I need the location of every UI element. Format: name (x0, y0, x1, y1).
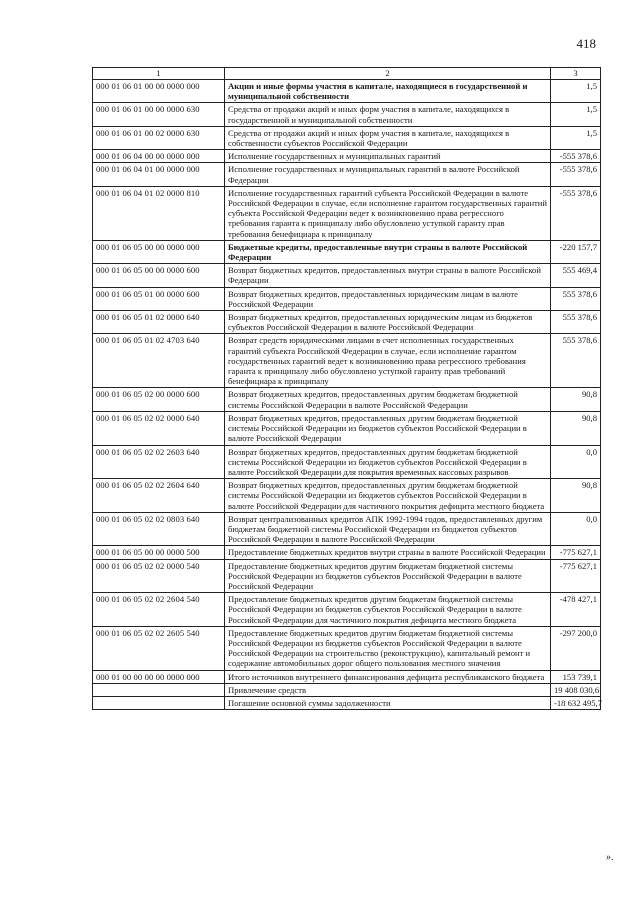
budget-code-cell: 000 01 06 05 02 02 2603 640 (93, 445, 225, 479)
budget-code-cell (93, 696, 225, 709)
table-row (93, 445, 601, 479)
description-cell: Акции и иные формы участия в капитале, находящиеся в государственной и муниципальной собственности (225, 80, 551, 103)
amount-cell: 0,0 (551, 445, 601, 479)
end-mark: ». (606, 852, 614, 863)
table-row (93, 593, 601, 627)
header-col-1: 1 (93, 68, 225, 80)
table-row (93, 103, 601, 126)
amount-cell: -478 427,1 (551, 593, 601, 627)
budget-code-cell: 000 01 06 05 00 00 0000 600 (93, 264, 225, 287)
budget-code-cell: 000 01 06 05 02 02 2605 540 (93, 626, 225, 670)
amount-cell: 0,0 (551, 512, 601, 546)
table-row (93, 626, 601, 670)
description-cell: Исполнение государственных и муниципальных гарантий в валюте Российской Федерации (225, 163, 551, 186)
budget-code-cell: 000 01 06 04 01 00 0000 000 (93, 163, 225, 186)
description-cell: Возврат бюджетных кредитов, предоставленных другим бюджетам бюджетной системы Российской Федерации из бюджетов субъектов Российской Федерации в валюте Российской Федерации для частичного покрытия дефицита местного бюджета (225, 479, 551, 513)
budget-code-cell: 000 01 06 04 01 02 0000 810 (93, 186, 225, 240)
budget-code-cell: 000 01 06 05 02 02 0000 540 (93, 559, 225, 593)
description-cell: Погашение основной суммы задолженности (225, 696, 551, 709)
table-row (93, 512, 601, 546)
amount-cell: 90,8 (551, 388, 601, 411)
amount-cell: -555 378,6 (551, 150, 601, 163)
description-cell: Исполнение государственных и муниципальных гарантий (225, 150, 551, 163)
amount-cell: 555 378,6 (551, 311, 601, 334)
page-number: 418 (576, 36, 596, 51)
budget-code-cell: 000 01 06 01 00 02 0000 630 (93, 126, 225, 149)
budget-code-cell: 000 01 06 05 00 00 0000 500 (93, 546, 225, 559)
description-cell: Бюджетные кредиты, предоставленные внутри страны в валюте Российской Федерации (225, 240, 551, 263)
description-cell: Предоставление бюджетных кредитов другим бюджетам бюджетной системы Российской Федерации из бюджетов субъектов Российской Федерации в валюте Российской Федерации для частичного покрытия дефицита местного бюджета (225, 593, 551, 627)
description-cell: Возврат бюджетных кредитов, предоставленных другим бюджетам бюджетной системы Российской Федерации из бюджетов субъектов Российской Федерации в валюте Российской Федерации (225, 411, 551, 445)
table-row (93, 683, 601, 696)
amount-cell: 555 378,6 (551, 334, 601, 388)
amount-cell: 19 408 030,6 (551, 683, 601, 696)
amount-cell: 555 469,4 (551, 264, 601, 287)
amount-cell: 90,8 (551, 411, 601, 445)
table-row (93, 240, 601, 263)
description-cell: Возврат бюджетных кредитов, предоставленных юридическим лицам из бюджетов субъектов Российской Федерации в валюте Российской Федерации (225, 311, 551, 334)
description-cell: Предоставление бюджетных кредитов внутри страны в валюте Российской Федерации (225, 546, 551, 559)
description-cell: Возврат бюджетных кредитов, предоставленных другим бюджетам бюджетной системы Российской Федерации из бюджетов субъектов Российской Федерации в валюте Российской Федерации для покрытия временных кассовых разрывов (225, 445, 551, 479)
table-row (93, 264, 601, 287)
budget-code-cell: 000 01 06 05 02 00 0000 600 (93, 388, 225, 411)
table-row (93, 80, 601, 103)
amount-cell: 1,5 (551, 126, 601, 149)
amount-cell: -220 157,7 (551, 240, 601, 263)
amount-cell: -297 200,0 (551, 626, 601, 670)
amount-cell: 1,5 (551, 80, 601, 103)
description-cell: Средства от продажи акций и иных форм участия в капитале, находящихся в собственности субъектов Российской Федерации (225, 126, 551, 149)
description-cell: Итого источников внутреннего финансирования дефицита республиканского бюджета (225, 670, 551, 683)
budget-code-cell: 000 01 06 05 01 02 4703 640 (93, 334, 225, 388)
table-body (93, 80, 601, 710)
table-header-row (93, 68, 601, 80)
financing-sources-table (92, 67, 601, 710)
budget-code-cell: 000 01 06 01 00 00 0000 630 (93, 103, 225, 126)
amount-cell: -775 627,1 (551, 546, 601, 559)
budget-code-cell: 000 01 06 05 02 02 0803 640 (93, 512, 225, 546)
table-row (93, 126, 601, 149)
description-cell: Предоставление бюджетных кредитов другим бюджетам бюджетной системы Российской Федерации из бюджетов субъектов Российской Федерации в валюте Российской Федерации на строительство (реконструкцию), капитальный ремонт и содержание автомобильных дорог общего пользования местного значения (225, 626, 551, 670)
description-cell: Возврат средств юридическими лицами в счет исполненных государственных гарантий субъекта Российской Федерации в случае, если исполнение гарантом государственных гарантий ведет к возникновению права регрессного требования гаранта к принципалу либо обусловлено уступкой гаранту прав требований бенефициара к принципалу (225, 334, 551, 388)
table-row (93, 163, 601, 186)
table-row (93, 670, 601, 683)
description-cell: Привлечение средств (225, 683, 551, 696)
amount-cell: -775 627,1 (551, 559, 601, 593)
budget-code-cell (93, 683, 225, 696)
amount-cell: -555 378,6 (551, 163, 601, 186)
table-row (93, 559, 601, 593)
budget-code-cell: 000 01 06 01 00 00 0000 000 (93, 80, 225, 103)
budget-code-cell: 000 01 06 05 02 02 2604 640 (93, 479, 225, 513)
amount-cell: 1,5 (551, 103, 601, 126)
budget-code-cell: 000 01 06 05 00 00 0000 000 (93, 240, 225, 263)
table-row (93, 479, 601, 513)
description-cell: Возврат централизованных кредитов АПК 1992-1994 годов, предоставленных другим бюджетам бюджетной системы Российской Федерации из бюджетов субъектов Российской Федерации в валюте Российской Федерации (225, 512, 551, 546)
table-row (93, 546, 601, 559)
budget-code-cell: 000 01 06 04 00 00 0000 000 (93, 150, 225, 163)
budget-code-cell: 000 01 06 05 02 02 0000 640 (93, 411, 225, 445)
budget-code-cell: 000 01 06 05 02 02 2604 540 (93, 593, 225, 627)
table-row (93, 411, 601, 445)
description-cell: Возврат бюджетных кредитов, предоставленных внутри страны в валюте Российской Федерации (225, 264, 551, 287)
amount-cell: 555 378,6 (551, 287, 601, 310)
budget-code-cell: 000 01 06 05 01 02 0000 640 (93, 311, 225, 334)
amount-cell: 90,8 (551, 479, 601, 513)
table-row (93, 186, 601, 240)
header-col-3: 3 (551, 68, 601, 80)
table-row (93, 287, 601, 310)
description-cell: Предоставление бюджетных кредитов другим бюджетам бюджетной системы Российской Федерации из бюджетов субъектов Российской Федерации в валюте Российской Федерации (225, 559, 551, 593)
description-cell: Исполнение государственных гарантий субъекта Российской Федерации в валюте Российской Федерации в случае, если исполнение гарантом государственных гарантий субъекта Российской Федерации ведет к возникновению права регрессного требования гаранта к принципалу либо обусловлено уступкой гаранту прав требования бенефициара к принципалу (225, 186, 551, 240)
description-cell: Возврат бюджетных кредитов, предоставленных другим бюджетам бюджетной системы Российской Федерации в валюте Российской Федерации (225, 388, 551, 411)
table-row (93, 388, 601, 411)
description-cell: Возврат бюджетных кредитов, предоставленных юридическим лицам в валюте Российской Федерации (225, 287, 551, 310)
amount-cell: -555 378,6 (551, 186, 601, 240)
budget-code-cell: 000 01 00 00 00 00 0000 000 (93, 670, 225, 683)
description-cell: Средства от продажи акций и иных форм участия в капитале, находящихся в государственной и муниципальной собственности (225, 103, 551, 126)
budget-code-cell: 000 01 06 05 01 00 0000 600 (93, 287, 225, 310)
amount-cell: -18 632 495,7 (551, 696, 601, 709)
table-row (93, 334, 601, 388)
table-row (93, 311, 601, 334)
header-col-2: 2 (225, 68, 551, 80)
table-row (93, 150, 601, 163)
amount-cell: 153 739,1 (551, 670, 601, 683)
table-row (93, 696, 601, 709)
